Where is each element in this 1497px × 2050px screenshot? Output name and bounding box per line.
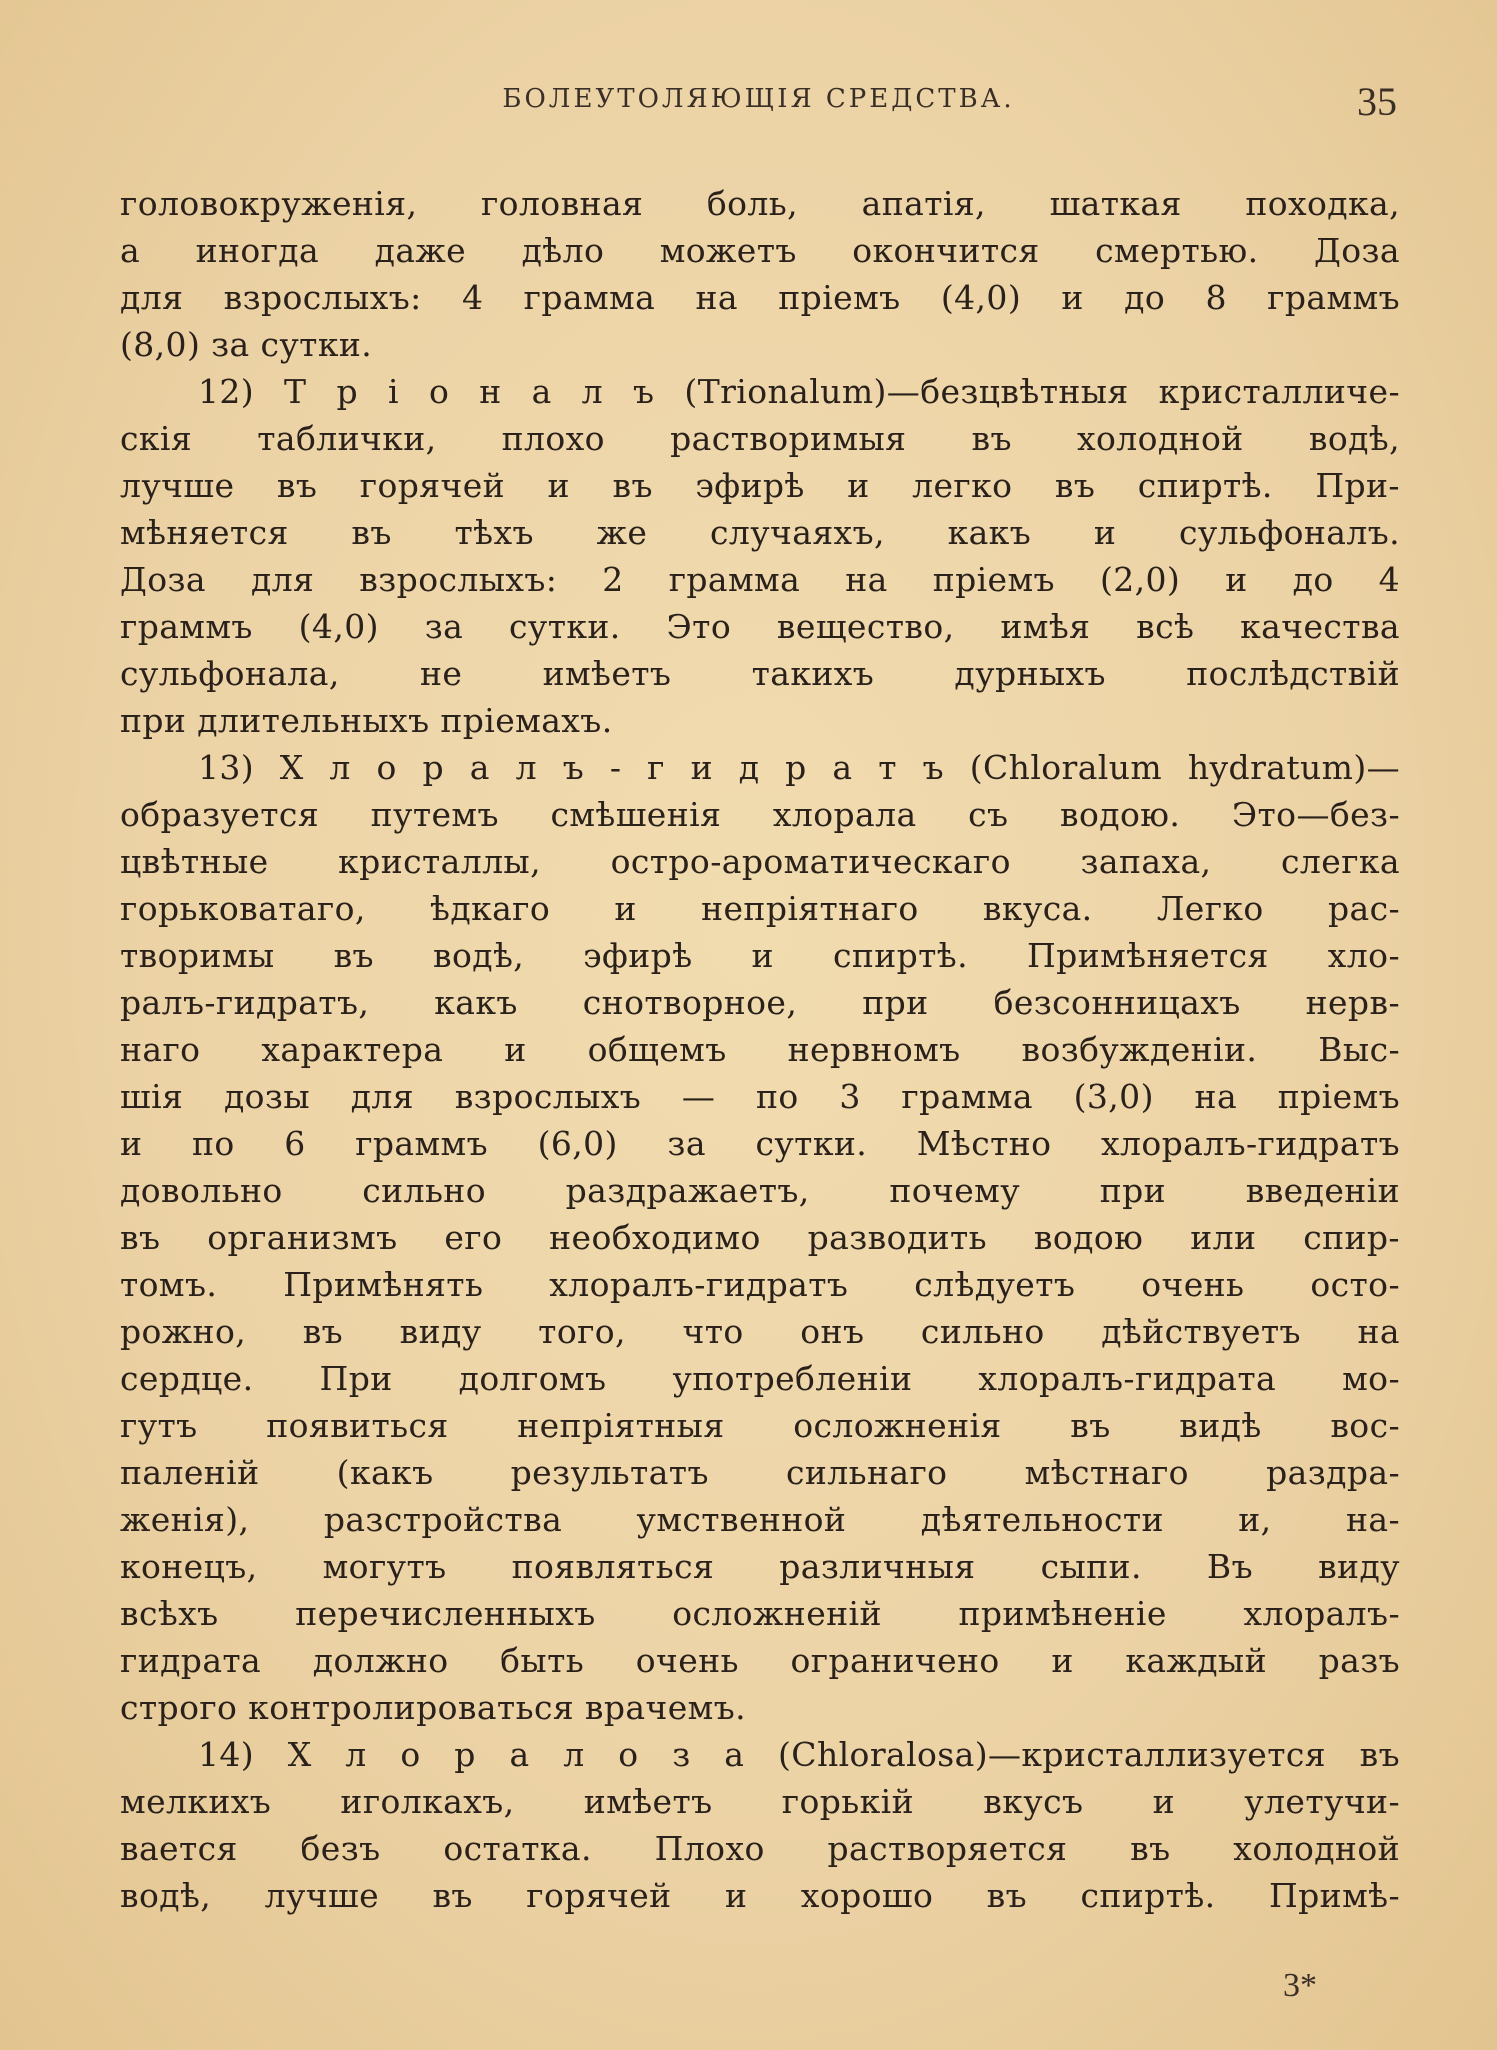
text-line: лучше въ горячей и въ эфирѣ и легко въ спиртѣ. При- bbox=[120, 466, 1400, 505]
text-line: а иногда даже дѣло можетъ окончится смертью. Доза bbox=[120, 231, 1400, 270]
text-line: строго контролироваться врачемъ. bbox=[120, 1688, 747, 1727]
text-line: мѣняется въ тѣхъ же случаяхъ, какъ и сульфоналъ. bbox=[120, 513, 1400, 552]
running-title: БОЛЕУТОЛЯЮЩІЯ СРЕДСТВА. bbox=[502, 84, 1015, 114]
page-number: 35 bbox=[1357, 79, 1397, 124]
text-line: мелкихъ иголкахъ, имѣетъ горькій вкусъ и улетучи- bbox=[120, 1782, 1400, 1821]
text-line: наго характера и общемъ нервномъ возбужденіи. Выс- bbox=[120, 1030, 1400, 1069]
text-line: творимы въ водѣ, эфирѣ и спиртѣ. Примѣняется хло- bbox=[120, 936, 1400, 975]
text-line: вается безъ остатка. Плохо растворяется въ холодной bbox=[120, 1829, 1400, 1868]
text-line: граммъ (4,0) за сутки. Это вещество, имѣя всѣ качества bbox=[120, 607, 1400, 646]
text-line: для взрослыхъ: 4 грамма на пріемъ (4,0) и до 8 граммъ bbox=[120, 278, 1400, 317]
text-line: (8,0) за сутки. bbox=[120, 325, 373, 364]
text-line: сульфонала, не имѣетъ такихъ дурныхъ послѣдствій bbox=[120, 654, 1400, 693]
text-line: гидрата должно быть очень ограничено и каждый разъ bbox=[120, 1641, 1400, 1680]
text-line: шія дозы для взрослыхъ — по 3 грамма (3,0) на пріемъ bbox=[120, 1077, 1400, 1116]
text-line: головокруженія, головная боль, апатія, шаткая походка, bbox=[120, 184, 1400, 223]
text-line: горьковатаго, ѣдкаго и непріятнаго вкуса. Легко рас- bbox=[120, 889, 1400, 928]
text-line: женія), разстройства умственной дѣятельности и, на- bbox=[120, 1500, 1400, 1539]
text-line: при длительныхъ пріемахъ. bbox=[120, 701, 613, 740]
text-line: всѣхъ перечисленныхъ осложненій примѣненіе хлоралъ- bbox=[120, 1594, 1400, 1633]
text-line: скія таблички, плохо растворимыя въ холодной водѣ, bbox=[120, 419, 1400, 458]
text-line: гутъ появиться непріятныя осложненія въ видѣ вос- bbox=[120, 1406, 1400, 1445]
text-line: конецъ, могутъ появляться различныя сыпи. Въ виду bbox=[120, 1547, 1400, 1586]
running-head bbox=[120, 78, 1397, 128]
text-line: 12) Т р і о н а л ъ (Trionalum)—безцвѣтныя кристалличе- bbox=[198, 372, 1400, 411]
text-line: сердце. При долгомъ употребленіи хлоралъ-гидрата мо- bbox=[120, 1359, 1400, 1398]
text-line: рожно, въ виду того, что онъ сильно дѣйствуетъ на bbox=[120, 1312, 1400, 1351]
body-text bbox=[120, 180, 1400, 1919]
text-line: 14) Х л о р а л о з а (Chloralosa)—кристаллизуется въ bbox=[198, 1735, 1400, 1774]
text-line: паленій (какъ результатъ сильнаго мѣстнаго раздра- bbox=[120, 1453, 1400, 1492]
signature-mark: 3* bbox=[1283, 1967, 1317, 2004]
text-line: въ организмъ его необходимо разводить водою или спир- bbox=[120, 1218, 1400, 1257]
text-line: томъ. Примѣнять хлоралъ-гидратъ слѣдуетъ очень осто- bbox=[120, 1265, 1400, 1304]
text-line: образуется путемъ смѣшенія хлорала съ водою. Это—без- bbox=[120, 795, 1400, 834]
text-line: Доза для взрослыхъ: 2 грамма на пріемъ (2,0) и до 4 bbox=[120, 560, 1400, 599]
text-line: цвѣтные кристаллы, остро-ароматическаго запаха, слегка bbox=[120, 842, 1400, 881]
text-line: ралъ-гидратъ, какъ снотворное, при безсонницахъ нерв- bbox=[120, 983, 1400, 1022]
text-line: и по 6 граммъ (6,0) за сутки. Мѣстно хлоралъ-гидратъ bbox=[120, 1124, 1400, 1163]
text-line: 13) Х л о р а л ъ - г и д р а т ъ (Chloralum hydratum)— bbox=[198, 748, 1400, 787]
text-line: довольно сильно раздражаетъ, почему при введеніи bbox=[120, 1171, 1400, 1210]
text-line: водѣ, лучше въ горячей и хорошо въ спиртѣ. Примѣ- bbox=[120, 1876, 1400, 1915]
